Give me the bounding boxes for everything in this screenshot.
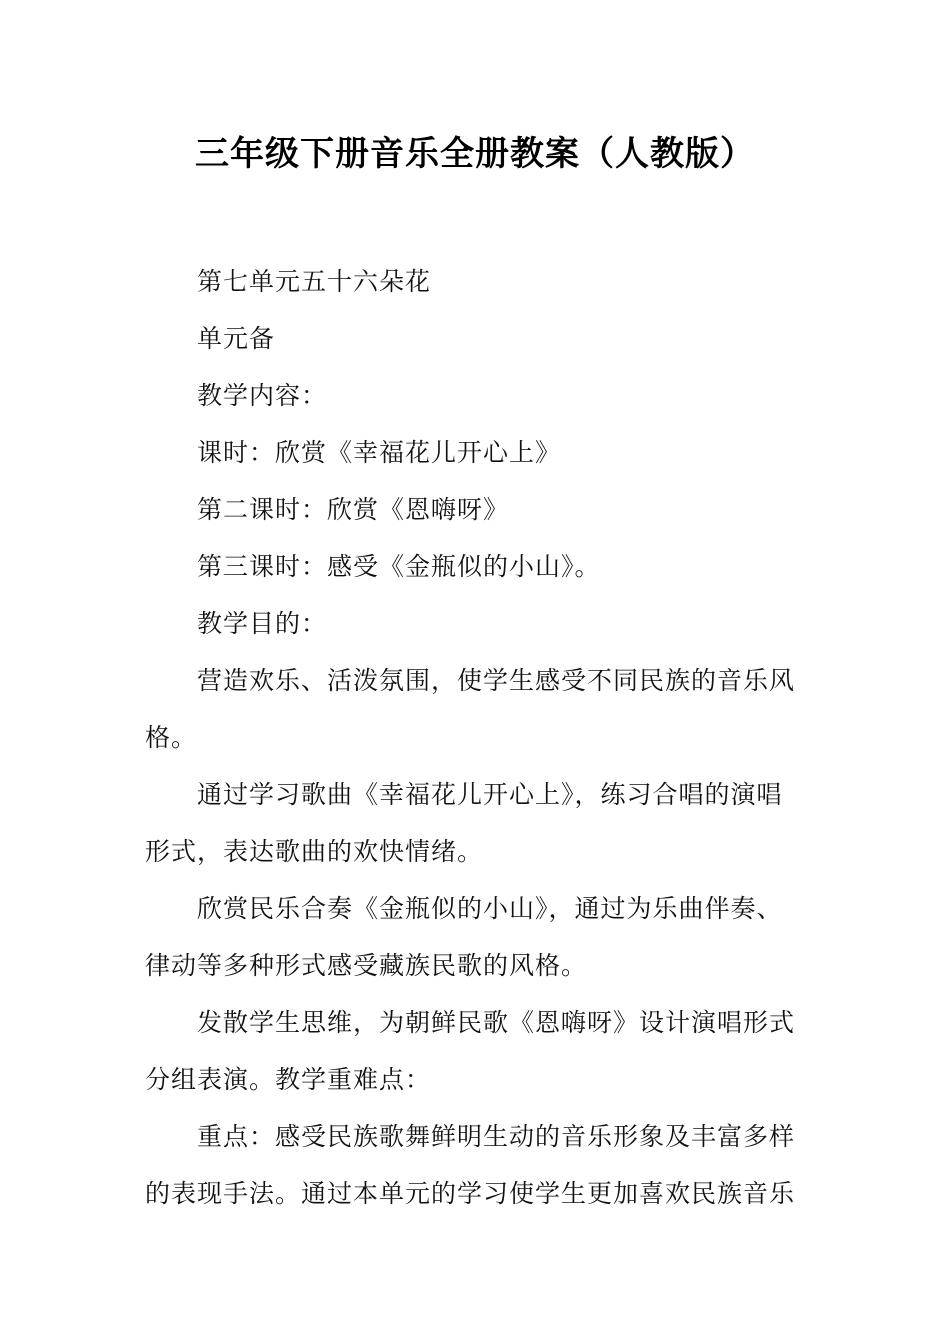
teaching-content-label: 教学内容： bbox=[197, 381, 328, 410]
goal-four-line-2: 分组表演。教学重难点： bbox=[145, 1065, 432, 1094]
goal-three-line-2: 律动等多种形式感受藏族民歌的风格。 bbox=[145, 951, 588, 980]
unit-heading: 第七单元五十六朵花 bbox=[197, 267, 432, 296]
unit-prep-label: 单元备 bbox=[197, 324, 276, 353]
goal-four-line-1: 发散学生思维，为朝鲜民歌《恩嗨呀》设计演唱形式 bbox=[197, 1008, 796, 1037]
goal-two-line-1: 通过学习歌曲《幸福花儿开心上》，练习合唱的演唱 bbox=[197, 780, 783, 809]
key-point-line-1: 重点：感受民族歌舞鲜明生动的音乐形象及丰富多样 bbox=[197, 1122, 796, 1151]
key-point-line-2: 的表现手法。通过本单元的学习使学生更加喜欢民族音乐 bbox=[145, 1179, 796, 1208]
teaching-goal-label: 教学目的： bbox=[197, 609, 328, 638]
lesson-three-line: 第三课时：感受《金瓶似的小山》。 bbox=[197, 552, 601, 581]
lesson-two-line: 第二课时：欣赏《恩嗨呀》 bbox=[197, 495, 510, 524]
document-body bbox=[145, 253, 807, 1222]
lesson-one-line: 课时：欣赏《幸福花儿开心上》 bbox=[197, 438, 562, 467]
goal-two-line-2: 形式，表达歌曲的欢快情绪。 bbox=[145, 837, 484, 866]
goal-one-line-2: 格。 bbox=[145, 723, 198, 752]
goal-one-line-1: 营造欢乐、活泼氛围，使学生感受不同民族的音乐风 bbox=[197, 666, 796, 695]
document-title: 三年级下册音乐全册教案（人教版） bbox=[195, 134, 755, 174]
goal-three-line-1: 欣赏民乐合奏《金瓶似的小山》，通过为乐曲伴奏、 bbox=[197, 894, 783, 923]
